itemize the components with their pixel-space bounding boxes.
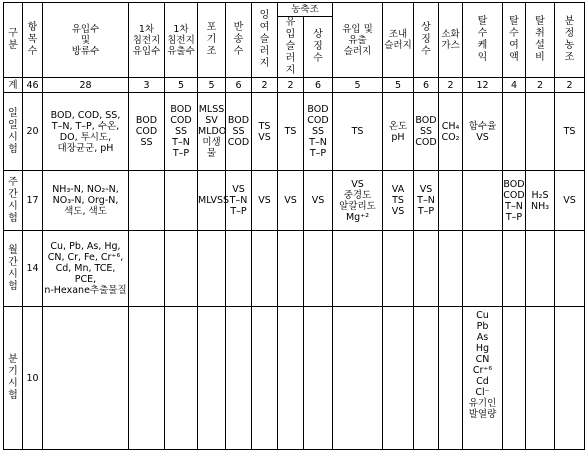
total-cell: 12 bbox=[463, 78, 503, 93]
daily-digester-internal: 온도 pH bbox=[383, 93, 414, 171]
empty-cell bbox=[165, 307, 198, 450]
weekly-digester-gas bbox=[439, 171, 463, 231]
empty-cell bbox=[252, 307, 278, 450]
header-primary-inflow: 1차 침전지 유입수 bbox=[129, 3, 165, 78]
daily-digester-inout: TS bbox=[333, 93, 383, 171]
empty-cell bbox=[226, 307, 252, 450]
total-cell: 4 bbox=[503, 78, 526, 93]
total-cell: 46 bbox=[23, 78, 43, 93]
empty-cell bbox=[555, 307, 585, 450]
empty-cell bbox=[463, 231, 503, 307]
header-thk-inflow: 유입슬러지 bbox=[278, 17, 304, 78]
monthly-row bbox=[4, 231, 585, 307]
monthly-label: 월간시험 bbox=[4, 231, 23, 307]
weekly-digester-inout: VS 중경도 알칼리도 Mg⁺² bbox=[333, 171, 383, 231]
weekly-thk-inflow: VS bbox=[278, 171, 304, 231]
total-cell: 5 bbox=[165, 78, 198, 93]
total-label: 계 bbox=[4, 78, 23, 93]
daily-aeration: MLSS SV MLDO 미생물 bbox=[198, 93, 226, 171]
quarterly-dewater-cake: Cu Pb As Hg CN Cr⁺⁶ Cd Cl⁻ 유기인 발열량 bbox=[463, 307, 503, 450]
empty-cell bbox=[198, 307, 226, 450]
total-cell: 2 bbox=[439, 78, 463, 93]
monthly-count: 14 bbox=[23, 231, 43, 307]
header-category: 구분 bbox=[4, 3, 23, 78]
weekly-primary-inflow bbox=[129, 171, 165, 231]
empty-cell bbox=[198, 231, 226, 307]
weekly-dewater-cake bbox=[463, 171, 503, 231]
total-cell: 2 bbox=[526, 78, 555, 93]
total-cell: 6 bbox=[304, 78, 333, 93]
daily-primary-effluent: BOD COD SS T–N T–P bbox=[165, 93, 198, 171]
daily-primary-inflow: BOD COD SS bbox=[129, 93, 165, 171]
monthly-influent: Cu, Pb, As, Hg, CN, Cr, Fe, Cr⁺⁶, Cd, Mn, TCE, PCE, n-Hexane추출물질 bbox=[43, 231, 129, 307]
quarterly-row bbox=[4, 307, 585, 450]
empty-cell bbox=[414, 307, 439, 450]
empty-cell bbox=[129, 231, 165, 307]
daily-excess-sludge: TS VS bbox=[252, 93, 278, 171]
daily-count: 20 bbox=[23, 93, 43, 171]
empty-cell bbox=[304, 307, 333, 450]
header-sep-thickener: 분정농조 bbox=[555, 3, 585, 78]
empty-cell bbox=[165, 231, 198, 307]
weekly-count: 17 bbox=[23, 171, 43, 231]
daily-dewater-filtrate bbox=[503, 93, 526, 171]
header-digester-supernatant: 상징수 bbox=[414, 3, 439, 78]
header-aeration: 포기조 bbox=[198, 3, 226, 78]
empty-cell bbox=[304, 231, 333, 307]
weekly-aeration: MLVSS bbox=[198, 171, 226, 231]
empty-cell bbox=[333, 307, 383, 450]
header-digester-gas: 소화 가스 bbox=[439, 3, 463, 78]
empty-cell bbox=[43, 307, 129, 450]
header-deodor: 탈취설비 bbox=[526, 3, 555, 78]
empty-cell bbox=[526, 307, 555, 450]
daily-influent: BOD, COD, SS, T–N, T–P, 수온, DO, 투시도, 대장균군, pH bbox=[43, 93, 129, 171]
empty-cell bbox=[278, 307, 304, 450]
daily-deodor bbox=[526, 93, 555, 171]
weekly-label: 주간시험 bbox=[4, 171, 23, 231]
weekly-sep-thickener: VS bbox=[555, 171, 585, 231]
header-influent: 유입수 및 방류수 bbox=[43, 3, 129, 78]
total-cell: 2 bbox=[278, 78, 304, 93]
weekly-excess-sludge: VS bbox=[252, 171, 278, 231]
daily-label: 일일시험 bbox=[4, 93, 23, 171]
weekly-digester-internal: VA TS VS bbox=[383, 171, 414, 231]
weekly-dewater-filtrate: BOD COD T–N T–P bbox=[503, 171, 526, 231]
total-cell: 3 bbox=[129, 78, 165, 93]
empty-cell bbox=[383, 307, 414, 450]
header-digester-internal: 조내 슬러지 bbox=[383, 3, 414, 78]
header-digester-inout: 유입 및 유출 슬러지 bbox=[333, 3, 383, 78]
empty-cell bbox=[278, 231, 304, 307]
daily-thk-supernatant: BOD COD SS T–N T–P bbox=[304, 93, 333, 171]
weekly-deodor: H₂S NH₃ bbox=[526, 171, 555, 231]
weekly-thk-supernatant: VS bbox=[304, 171, 333, 231]
total-cell: 5 bbox=[383, 78, 414, 93]
weekly-row bbox=[4, 171, 585, 231]
total-cell: 2 bbox=[555, 78, 585, 93]
weekly-primary-effluent bbox=[165, 171, 198, 231]
empty-cell bbox=[414, 231, 439, 307]
quarterly-count: 10 bbox=[23, 307, 43, 450]
document-page bbox=[3, 2, 576, 446]
empty-cell bbox=[252, 231, 278, 307]
empty-cell bbox=[439, 307, 463, 450]
empty-cell bbox=[526, 231, 555, 307]
header-item-count: 항목수 bbox=[23, 3, 43, 78]
daily-return: BOD SS COD bbox=[226, 93, 252, 171]
total-cell: 28 bbox=[43, 78, 129, 93]
header-dewater-cake: 탈수케익 bbox=[463, 3, 503, 78]
daily-sep-thickener: TS bbox=[555, 93, 585, 171]
weekly-return: VS T–N T–P bbox=[226, 171, 252, 231]
total-cell: 5 bbox=[198, 78, 226, 93]
empty-cell bbox=[503, 307, 526, 450]
quarterly-label: 분기시험 bbox=[4, 307, 23, 450]
header-thk-supernatant: 상징수 bbox=[304, 17, 333, 78]
empty-cell bbox=[555, 231, 585, 307]
daily-digester-gas: CH₄ CO₂ bbox=[439, 93, 463, 171]
empty-cell bbox=[383, 231, 414, 307]
empty-cell bbox=[226, 231, 252, 307]
daily-dewater-cake: 함수율 VS bbox=[463, 93, 503, 171]
header-primary-effluent: 1차 침전지 유출수 bbox=[165, 3, 198, 78]
daily-thk-inflow: TS bbox=[278, 93, 304, 171]
empty-cell bbox=[129, 307, 165, 450]
test-schedule-table bbox=[3, 2, 585, 450]
empty-cell bbox=[439, 231, 463, 307]
total-cell: 6 bbox=[414, 78, 439, 93]
total-cell: 6 bbox=[226, 78, 252, 93]
daily-digester-supernatant: BOD SS COD bbox=[414, 93, 439, 171]
total-cell: 5 bbox=[333, 78, 383, 93]
header-thickener: 농축조 bbox=[278, 3, 333, 17]
total-cell: 2 bbox=[252, 78, 278, 93]
header-row-1 bbox=[4, 3, 585, 17]
empty-cell bbox=[503, 231, 526, 307]
header-return: 반송수 bbox=[226, 3, 252, 78]
total-row bbox=[4, 78, 585, 93]
empty-cell bbox=[333, 231, 383, 307]
header-excess-sludge: 잉여슬러지 bbox=[252, 3, 278, 78]
weekly-digester-supernatant: VS T–N T–P bbox=[414, 171, 439, 231]
daily-row bbox=[4, 93, 585, 171]
header-dewater-filtrate: 탈수여액 bbox=[503, 3, 526, 78]
weekly-influent: NH₃-N, NO₂-N, NO₃-N, Org-N, 색도, 색도 bbox=[43, 171, 129, 231]
